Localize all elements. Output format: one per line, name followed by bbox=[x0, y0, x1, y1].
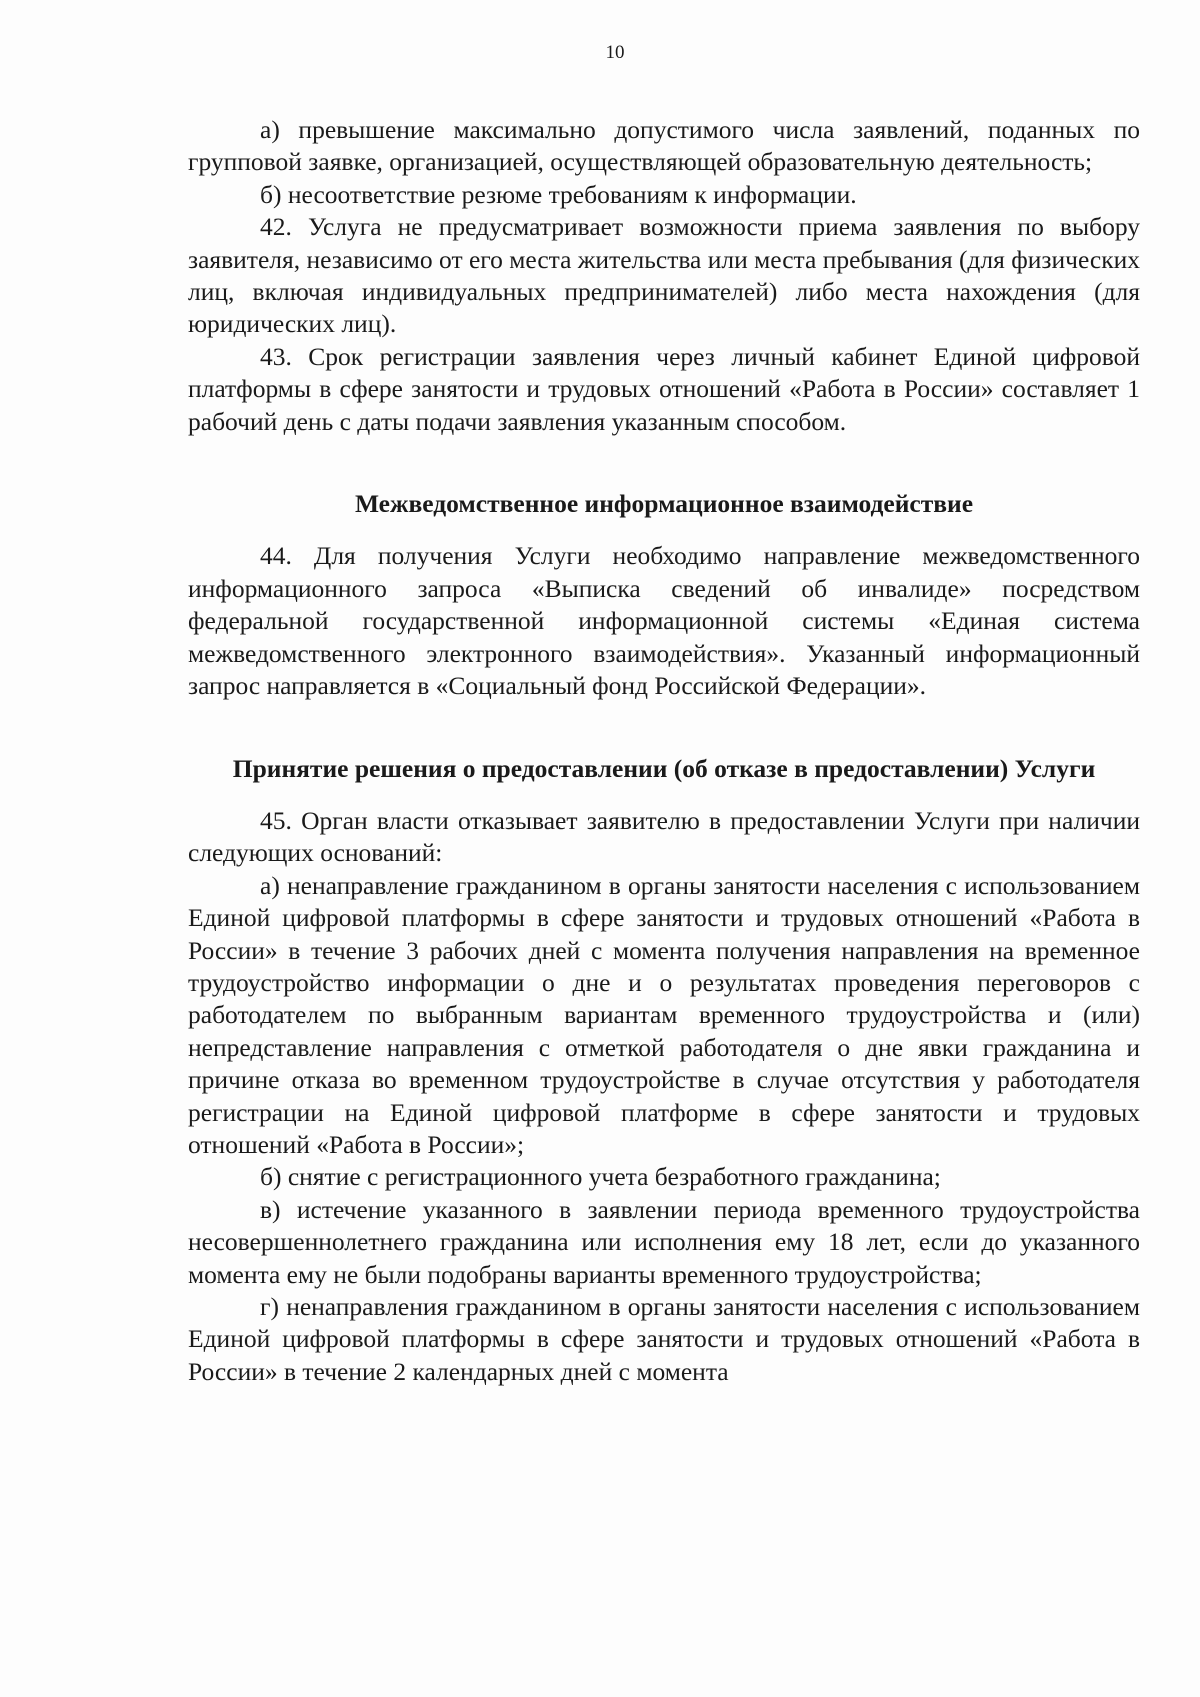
page-number: 10 bbox=[605, 42, 625, 63]
paragraph-43: 43. Срок регистрации заявления через личный кабинет Единой цифровой платформы в сфере занятости и трудовых отношений «Работа в России» составляет 1 рабочий день с даты подачи заявления указанным способом. bbox=[188, 341, 1140, 436]
section-heading-interagency: Межведомственное информационное взаимодействие bbox=[354, 489, 974, 519]
paragraph-45: 45. Орган власти отказывает заявителю в предоставлении Услуги при наличии следующих оснований: bbox=[188, 805, 1140, 868]
paragraph-44: 44. Для получения Услуги необходимо направление межведомственного информационного запроса «Выписка сведений об инвалиде» посредством федеральной государственной информационной системы «Единая система межведомственного электронного взаимодействия». Указанный информационный запрос направляется в «Социальный фонд Российской Федерации». bbox=[188, 541, 1140, 701]
paragraph-45g: г) ненаправления гражданином в органы занятости населения с использованием Единой цифровой платформы в сфере занятости и трудовых отношений «Работа в России» в течение 2 календарных дней с момента bbox=[188, 1292, 1140, 1386]
paragraph-45v: в) истечение указанного в заявлении периода временного трудоустройства несовершеннолетнего гражданина или исполнения ему 18 лет, если до указанного момента ему не были подобраны варианты временного трудоустройства; bbox=[188, 1194, 1140, 1289]
paragraph-41a: а) превышение максимально допустимого числа заявлений, поданных по групповой заявке, организацией, осуществляющей образовательную деятельность; bbox=[188, 115, 1140, 177]
paragraph-42: 42. Услуга не предусматривает возможности приема заявления по выбору заявителя, независимо от его места жительства или места пребывания (для физических лиц, включая индивидуальных предпринимателей) либо места нахождения (для юридических лиц). bbox=[188, 212, 1141, 339]
document-body bbox=[188, 114, 1140, 1388]
paragraph-41b: б) несоответствие резюме требованиям к информации. bbox=[260, 179, 857, 209]
paragraph-45b: б) снятие с регистрационного учета безработного гражданина; bbox=[260, 1162, 941, 1192]
paragraph-45a: а) ненаправление гражданином в органы занятости населения с использованием Единой цифровой платформы в сфере занятости и трудовых отношений «Работа в России» в течение 3 рабочих дней с момента получения направления на временное трудоустройство информации о дне и о результатах проведения переговоров с работодателем по выбранным вариантам временного трудоустройства и (или) непредставление направления с отметкой работодателя о дне явки гражданина и причине отказа во временном трудоустройстве в случае отсутствия у работодателя регистрации на Единой цифровой платформе в сфере занятости и трудовых отношений «Работа в России»; bbox=[188, 870, 1140, 1159]
section-heading-decision: Принятие решения о предоставлении (об отказе в предоставлении) Услуги bbox=[232, 753, 1096, 783]
